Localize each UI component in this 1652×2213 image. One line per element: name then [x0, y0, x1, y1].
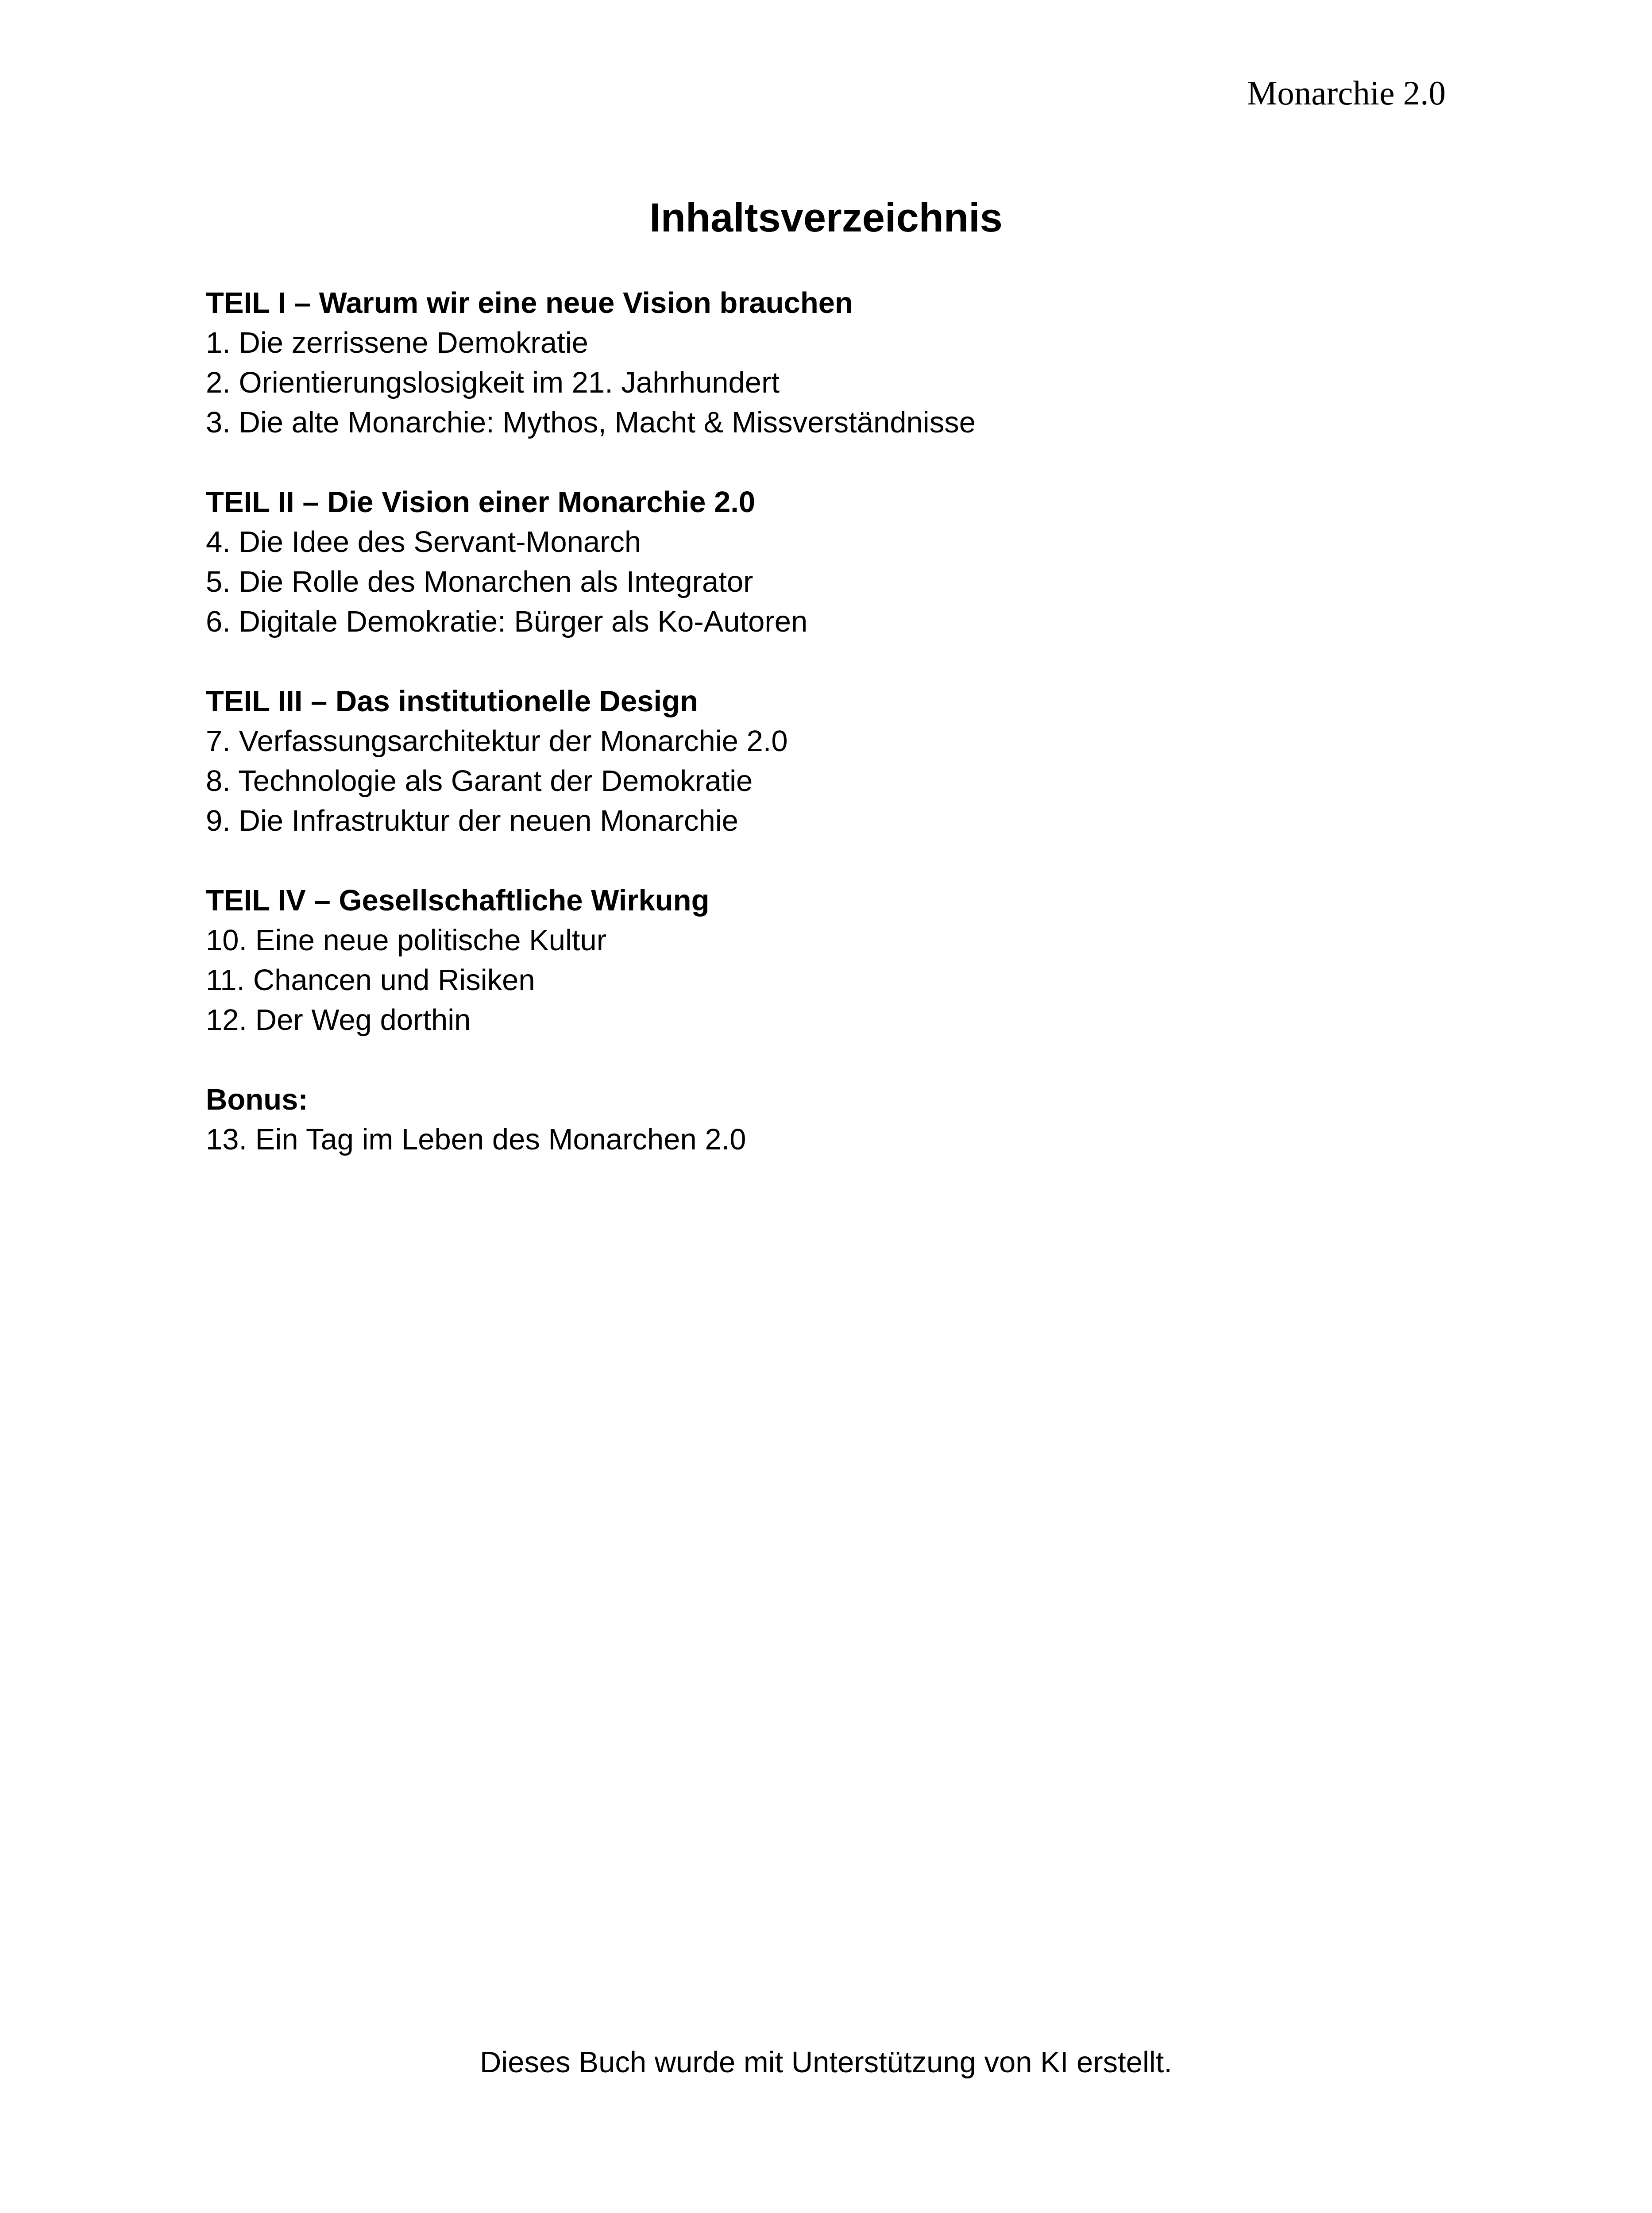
toc-chapter-6: 6. Digitale Demokratie: Bürger als Ko-Autoren	[206, 605, 808, 638]
toc-section-part-1	[206, 283, 1490, 443]
toc-section-heading: TEIL I – Warum wir eine neue Vision brauchen	[206, 286, 853, 320]
toc-section-heading: Bonus:	[206, 1083, 308, 1116]
toc-chapter-12: 12. Der Weg dorthin	[206, 1003, 471, 1037]
toc-section-heading: TEIL II – Die Vision einer Monarchie 2.0	[206, 486, 756, 519]
toc-chapter-5: 5. Die Rolle des Monarchen als Integrator	[206, 565, 753, 598]
table-of-contents	[206, 283, 1490, 1160]
toc-chapter-3: 3. Die alte Monarchie: Mythos, Macht & Missverständnisse	[206, 406, 976, 439]
toc-chapter-11: 11. Chancen und Risiken	[206, 964, 535, 997]
toc-chapter-4: 4. Die Idee des Servant-Monarch	[206, 525, 641, 559]
running-header: Monarchie 2.0	[1247, 74, 1446, 112]
toc-section-part-3	[206, 682, 1490, 841]
toc-chapter-10: 10. Eine neue politische Kultur	[206, 924, 607, 957]
toc-section-heading: TEIL IV – Gesellschaftliche Wirkung	[206, 884, 710, 917]
toc-chapter-2: 2. Orientierungslosigkeit im 21. Jahrhundert	[206, 366, 780, 399]
toc-section-part-4	[206, 881, 1490, 1040]
toc-chapter-1: 1. Die zerrissene Demokratie	[206, 326, 588, 359]
toc-section-bonus	[206, 1080, 1490, 1160]
toc-section-part-2	[206, 482, 1490, 642]
toc-title: Inhaltsverzeichnis	[649, 195, 1003, 240]
toc-chapter-7: 7. Verfassungsarchitektur der Monarchie 2.0	[206, 725, 788, 758]
toc-chapter-9: 9. Die Infrastruktur der neuen Monarchie	[206, 804, 738, 837]
toc-chapter-13: 13. Ein Tag im Leben des Monarchen 2.0	[206, 1123, 746, 1156]
ai-disclosure-note: Dieses Buch wurde mit Unterstützung von KI erstellt.	[480, 2046, 1172, 2079]
toc-chapter-8: 8. Technologie als Garant der Demokratie	[206, 764, 753, 798]
toc-section-heading: TEIL III – Das institutionelle Design	[206, 685, 698, 718]
